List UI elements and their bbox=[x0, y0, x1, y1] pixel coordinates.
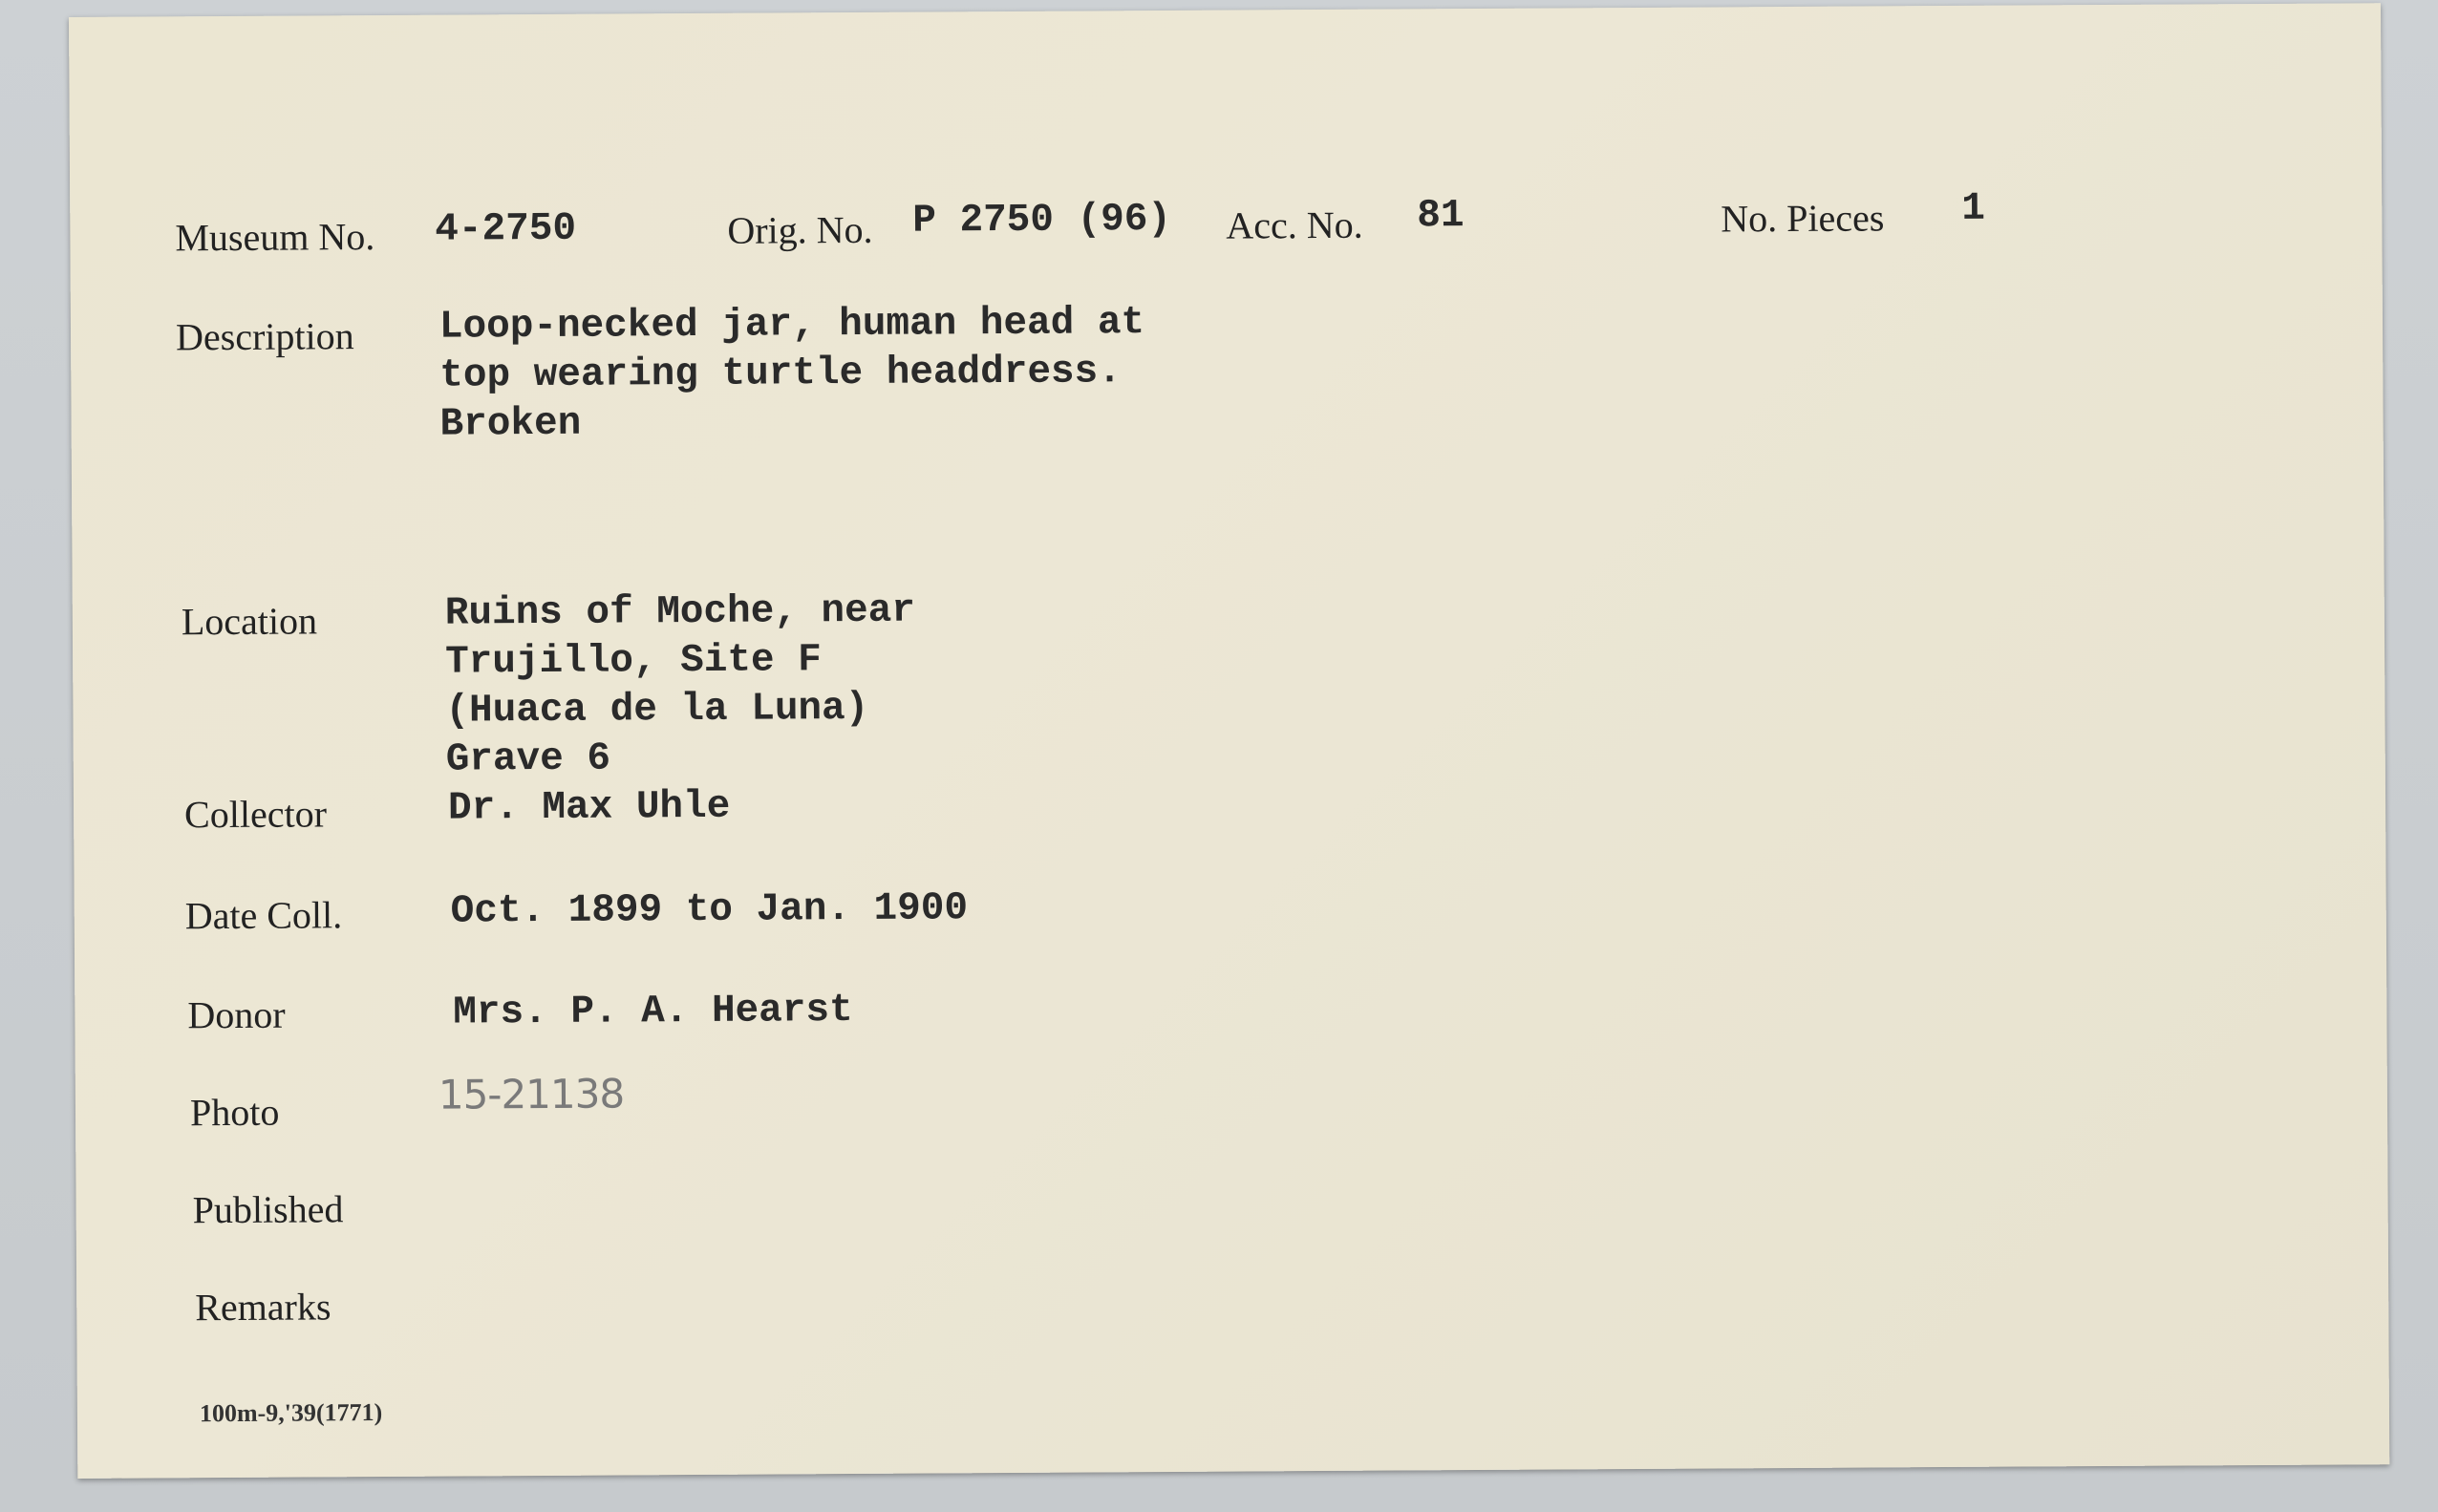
remarks-label: Remarks bbox=[195, 1285, 331, 1330]
donor-value: Mrs. P. A. Hearst bbox=[453, 989, 853, 1035]
acc-no-value: 81 bbox=[1417, 194, 1465, 239]
location-value: Ruins of Moche, near Trujillo, Site F (Huaca de la Luna) Grave 6 bbox=[444, 588, 916, 782]
date-coll-label: Date Coll. bbox=[184, 893, 343, 938]
museum-no-label: Museum No. bbox=[175, 215, 375, 260]
description-label: Description bbox=[175, 314, 354, 359]
photo-value: 15-21138 bbox=[438, 1070, 625, 1118]
catalog-card bbox=[69, 3, 2389, 1479]
form-code: 100m-9,'39(1771) bbox=[199, 1398, 383, 1428]
orig-no-value: P 2750 (96) bbox=[912, 197, 1172, 244]
collector-value: Dr. Max Uhle bbox=[447, 784, 731, 831]
acc-no-label: Acc. No. bbox=[1226, 202, 1363, 247]
photo-label: Photo bbox=[189, 1090, 280, 1135]
no-pieces-value: 1 bbox=[1961, 186, 1986, 231]
donor-label: Donor bbox=[187, 992, 286, 1037]
museum-no-value: 4-2750 bbox=[435, 206, 577, 252]
orig-no-label: Orig. No. bbox=[727, 207, 873, 252]
location-label: Location bbox=[181, 599, 318, 644]
collector-label: Collector bbox=[183, 792, 328, 837]
no-pieces-label: No. Pieces bbox=[1721, 196, 1885, 241]
description-value: Loop-necked jar, human head at top wearing turtle headdress. Broken bbox=[438, 301, 1145, 447]
published-label: Published bbox=[192, 1187, 344, 1232]
date-coll-value: Oct. 1899 to Jan. 1900 bbox=[450, 886, 969, 934]
